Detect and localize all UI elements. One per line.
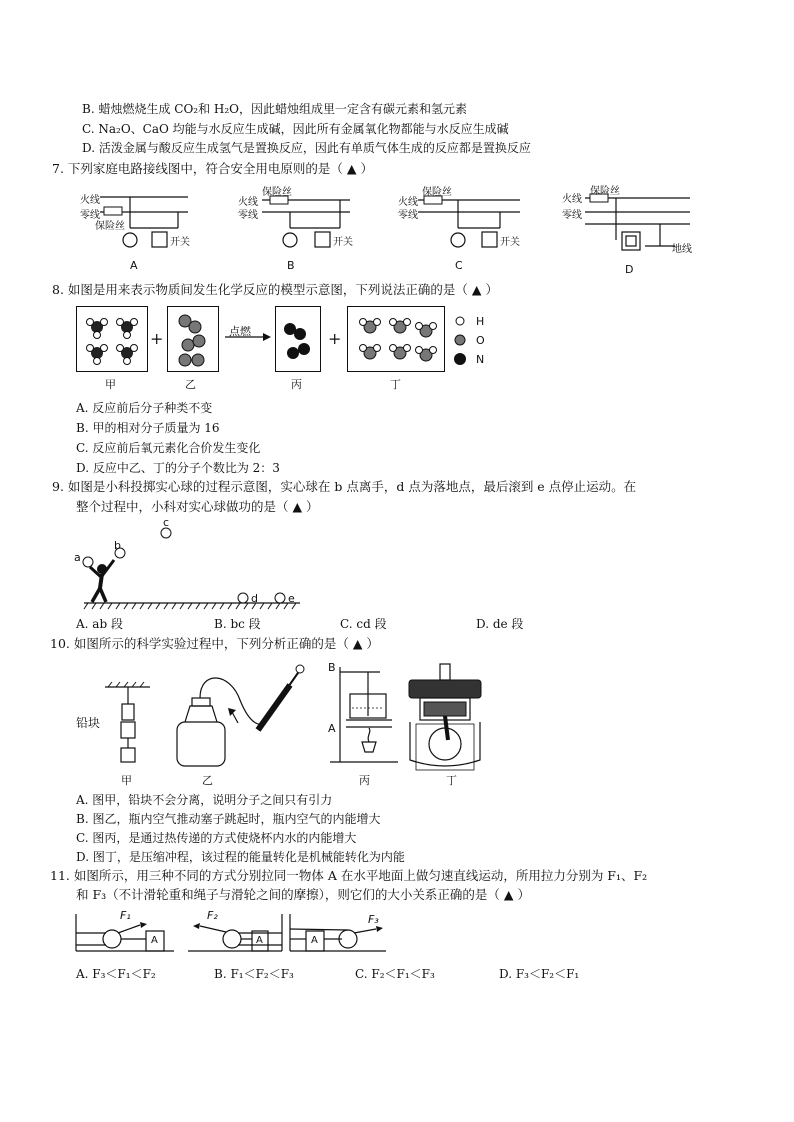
- q8-stem: 8. 如图是用来表示物质间发生化学反应的模型示意图，下列说法正确的是（ ▲ ）: [52, 282, 498, 297]
- circuit-b-fuse-label: 保险丝: [262, 187, 292, 198]
- q9-stem-line2: 整个过程中，小科对实心球做功的是（ ▲ ）: [76, 499, 319, 514]
- label-jia: 甲: [105, 378, 116, 391]
- legend-h: H: [476, 315, 485, 328]
- point-a: a: [74, 551, 81, 564]
- block-a-3: A: [311, 935, 318, 946]
- circuit-d-fuse-label: 保险丝: [590, 186, 620, 197]
- point-b: b: [114, 539, 121, 552]
- figure-label-yi: 乙: [202, 774, 213, 787]
- legend-o: O: [476, 334, 485, 347]
- circuit-c-switch-label: 开关: [500, 237, 520, 248]
- block-a-2: A: [256, 935, 263, 946]
- q7-stem: 7. 下列家庭电路接线图中，符合安全用电原则的是（ ▲ ）: [52, 161, 373, 176]
- circuit-c-caption: C: [455, 259, 463, 272]
- circuit-b-live-label: 火线: [238, 197, 258, 208]
- q11-option-b: B. F₁＜F₂＜F₃: [214, 967, 294, 981]
- circuit-c-live-label: 火线: [398, 197, 418, 208]
- q10-option-b: B. 图乙，瓶内空气推动塞子跳起时，瓶内空气的内能增大: [76, 812, 381, 826]
- block-a-1: A: [151, 935, 158, 946]
- q9-option-a: A. ab 段: [76, 617, 123, 631]
- circuit-d-live-label: 火线: [562, 194, 582, 205]
- q10-option-d: D. 图丁，是压缩冲程，该过程的能量转化是机械能转化为内能: [76, 850, 405, 864]
- point-a-label: A: [328, 722, 336, 735]
- circuit-a-switch-label: 开关: [170, 237, 190, 248]
- circuit-b-caption: B: [287, 259, 295, 272]
- q9-option-c: C. cd 段: [340, 617, 387, 631]
- force-f3-label: F₃: [368, 913, 379, 926]
- q6-option-c: C. Na₂O、CaO 均能与水反应生成碱，因此所有金属氧化物都能与水反应生成碱: [82, 122, 509, 136]
- circuit-b-neutral-label: 零线: [238, 210, 258, 221]
- point-b-label: B: [328, 661, 336, 674]
- force-f2-label: F₂: [207, 909, 218, 922]
- q11-option-a: A. F₃＜F₁＜F₂: [76, 967, 156, 981]
- ignite-condition: 点燃: [229, 325, 251, 338]
- label-ding: 丁: [390, 378, 401, 391]
- q8-option-a: A. 反应前后分子种类不变: [76, 401, 213, 415]
- q11-option-d: D. F₃＜F₂＜F₁: [499, 967, 580, 981]
- legend-n: N: [476, 353, 485, 366]
- force-f1-label: F₁: [120, 909, 131, 922]
- point-e: e: [288, 592, 295, 605]
- circuit-b-switch-label: 开关: [333, 237, 353, 248]
- q11-stem-line2: 和 F₃（不计滑轮重和绳子与滑轮之间的摩擦），则它们的大小关系正确的是（ ▲ ）: [76, 887, 530, 902]
- figure-label-jia: 甲: [121, 774, 132, 787]
- circuit-c-fuse-label: 保险丝: [422, 187, 452, 198]
- circuit-d-caption: D: [625, 263, 634, 276]
- q8-option-b: B. 甲的相对分子质量为 16: [76, 421, 220, 435]
- q6-option-d: D. 活泼金属与酸反应生成氢气是置换反应，因此有单质气体生成的反应都是置换反应: [82, 141, 531, 155]
- q8-option-d: D. 反应中乙、丁的分子个数比为 2：3: [76, 461, 280, 475]
- circuit-d-ground-label: 地线: [672, 244, 692, 255]
- point-d: d: [251, 592, 258, 605]
- point-c: c: [163, 516, 170, 529]
- circuit-c-neutral-label: 零线: [398, 210, 418, 221]
- q11-stem-line1: 11. 如图所示，用三种不同的方式分别拉同一物体 A 在水平地面上做匀速直线运动，所用拉力分别为 F₁、F₂: [50, 868, 648, 883]
- lead-block-label: 铅块: [76, 716, 101, 730]
- q10-stem: 10. 如图所示的科学实验过程中，下列分析正确的是（ ▲ ）: [50, 636, 379, 651]
- q8-option-c: C. 反应前后氧元素化合价发生变化: [76, 441, 261, 455]
- q9-option-b: B. bc 段: [214, 617, 261, 631]
- figure-label-ding: 丁: [446, 774, 457, 787]
- label-yi: 乙: [185, 378, 196, 391]
- q10-option-a: A. 图甲，铅块不会分离，说明分子之间只有引力: [76, 793, 333, 807]
- circuit-a-fuse-label: 保险丝: [95, 221, 125, 232]
- plus-sign-1: +: [150, 329, 164, 348]
- figure-label-bing: 丙: [359, 774, 370, 787]
- q10-option-c: C. 图丙，是通过热传递的方式使烧杯内水的内能增大: [76, 831, 357, 845]
- circuit-a-live-label: 火线: [80, 195, 100, 206]
- q11-option-c: C. F₂＜F₁＜F₃: [355, 967, 435, 981]
- circuit-a-neutral-label: 零线: [80, 210, 100, 221]
- q6-option-b: B. 蜡烛燃烧生成 CO₂和 H₂O，因此蜡烛组成里一定含有碳元素和氢元素: [82, 102, 468, 116]
- circuit-d-neutral-label: 零线: [562, 210, 582, 221]
- q9-stem-line1: 9. 如图是小科投掷实心球的过程示意图，实心球在 b 点离手，d 点为落地点，最后滚到 e 点停止运动。在: [52, 479, 637, 494]
- q9-option-d: D. de 段: [476, 617, 524, 631]
- circuit-a-caption: A: [130, 259, 138, 272]
- plus-sign-2: +: [328, 329, 342, 348]
- label-bing: 丙: [291, 378, 302, 391]
